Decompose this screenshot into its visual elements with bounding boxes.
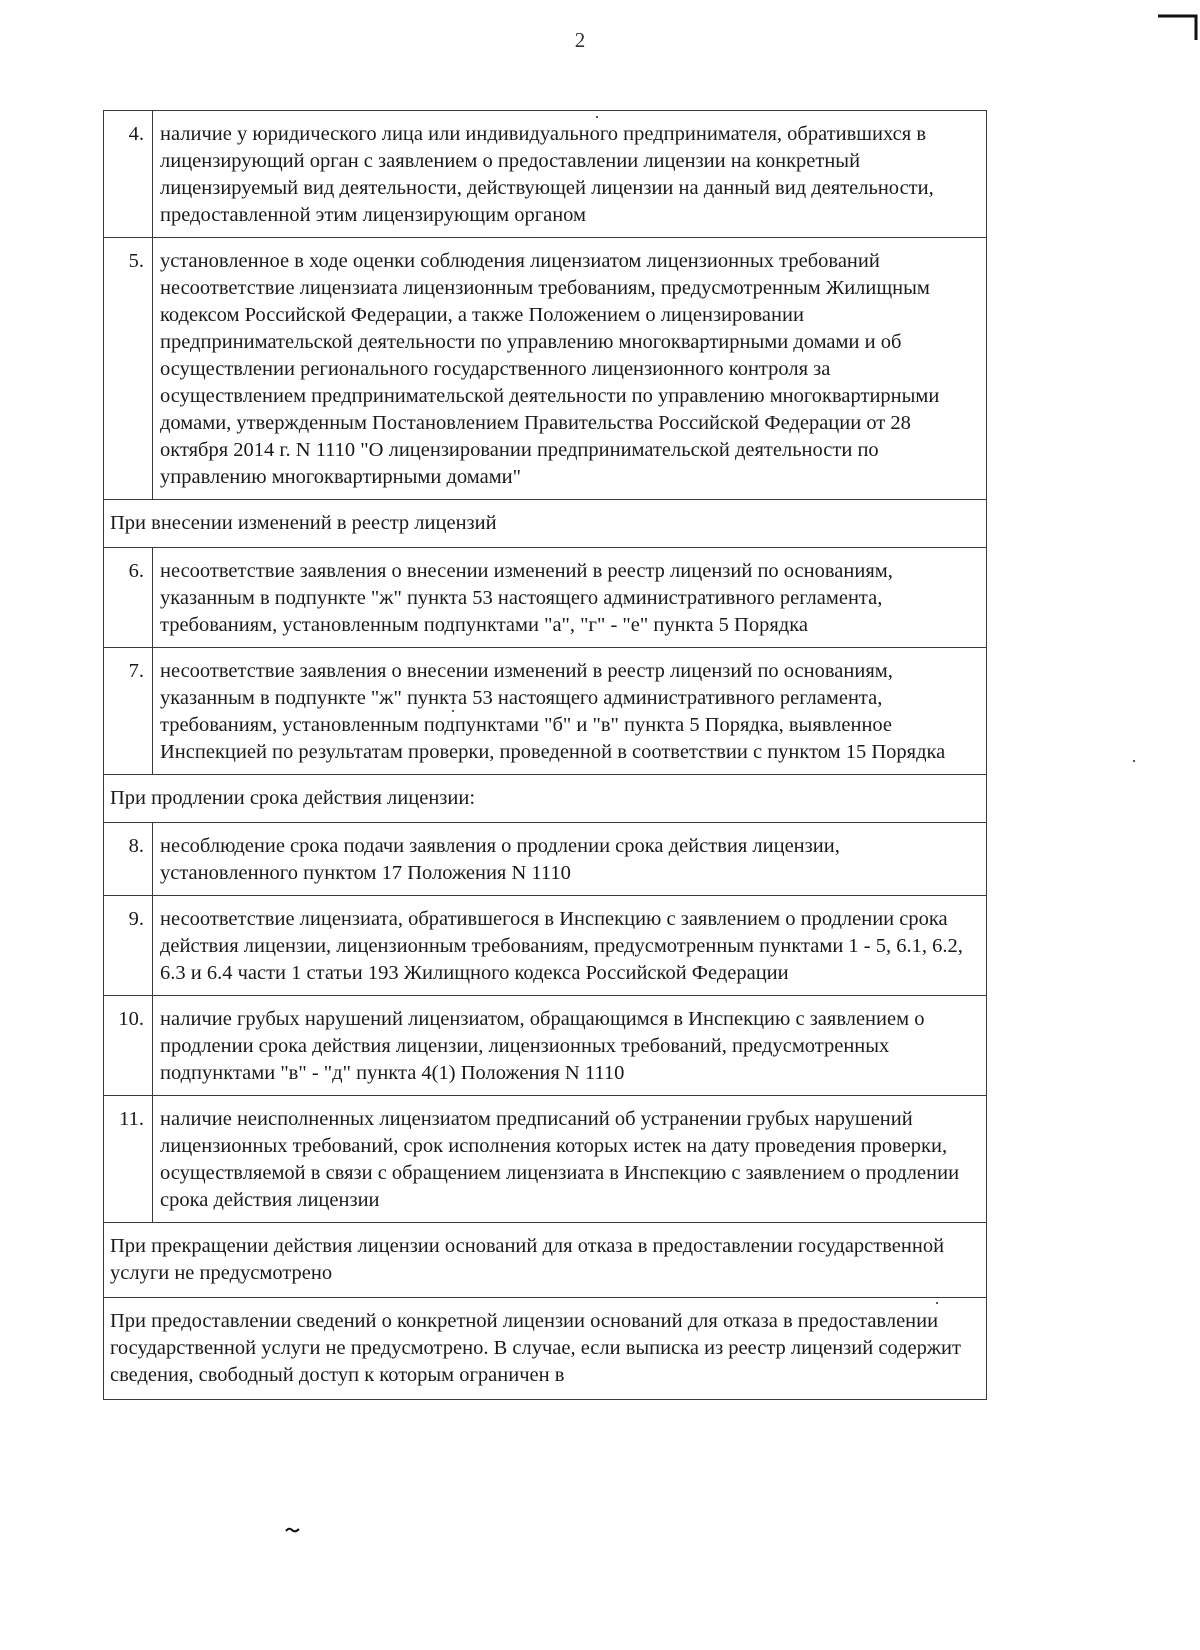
scan-speck xyxy=(596,116,598,118)
section-header-text: При внесении изменений в реестр лицензий xyxy=(104,500,987,548)
table-row xyxy=(104,111,987,238)
scan-speck xyxy=(1133,760,1135,762)
table-row xyxy=(104,996,987,1096)
scan-speck xyxy=(452,710,454,712)
table-row xyxy=(104,896,987,996)
table-row xyxy=(104,238,987,500)
section-header-row xyxy=(104,1298,987,1400)
section-header-row xyxy=(104,500,987,548)
section-header-row xyxy=(104,775,987,823)
item-text: установленное в ходе оценки соблюдения лицензиатом лицензионных требований несоответствие лицензиата лицензионным требованиям, предусмотренным Жилищным кодексом Российской Федерации, а также Положением о лицензировании предпринимательской деятельности по управлению многоквартирными домами и об осуществлении регионального государственного лицензионного контроля за осуществлением предпринимательской деятельности по управлению многоквартирными домами, утвержденным Постановлением Правительства Российской Федерации от 28 октября 2014 г. N 1110 "О лицензировании предпринимательской деятельности по управлению многоквартирными домами" xyxy=(153,238,987,500)
section-header-text: При прекращении действия лицензии оснований для отказа в предоставлении государственной услуги не предусмотрено xyxy=(104,1223,987,1298)
item-text: наличие неисполненных лицензиатом предписаний об устранении грубых нарушений лицензионных требований, срок исполнения которых истек на дату проведения проверки, осуществляемой в связи с обращением лицензиата в Инспекцию с заявлением о продлении срока действия лицензии xyxy=(153,1096,987,1223)
item-number: 7. xyxy=(104,648,153,775)
item-text: наличие грубых нарушений лицензиатом, обращающимся в Инспекцию с заявлением о продлении срока действия лицензии, лицензионных требований, предусмотренных подпунктами "в" - "д" пункта 4(1) Положения N 1110 xyxy=(153,996,987,1096)
item-number: 9. xyxy=(104,896,153,996)
section-header-text: При предоставлении сведений о конкретной лицензии оснований для отказа в предоставлении государственной услуги не предусмотрено. В случае, если выписка из реестр лицензий содержит сведения, свободный доступ к которым ограничен в xyxy=(104,1298,987,1400)
item-text: несоответствие лицензиата, обратившегося в Инспекцию с заявлением о продлении срока действия лицензии, лицензионным требованиям, предусмотренным пунктами 1 - 5, 6.1, 6.2, 6.3 и 6.4 части 1 статьи 193 Жилищного кодекса Российской Федерации xyxy=(153,896,987,996)
corner-fold-mark xyxy=(1158,14,1200,40)
item-text: несоответствие заявления о внесении изменений в реестр лицензий по основаниям, указанным в подпункте "ж" пункта 53 настоящего административного регламента, требованиям, установленным подпунктами "б" и "в" пункта 5 Порядка, выявленное Инспекцией по результатам проверки, проведенной в соответствии с пунктом 15 Порядка xyxy=(153,648,987,775)
refusal-grounds-table xyxy=(103,110,987,1400)
item-number: 8. xyxy=(104,823,153,896)
table-row xyxy=(104,823,987,896)
item-text: наличие у юридического лица или индивидуального предпринимателя, обратившихся в лицензирующий орган с заявлением о предоставлении лицензии на конкретный лицензируемый вид деятельности, действующей лицензии на данный вид деятельности, предоставленной этим лицензирующим органом xyxy=(153,111,987,238)
scan-speck xyxy=(936,1302,938,1304)
item-text: несоблюдение срока подачи заявления о продлении срока действия лицензии, установленного пунктом 17 Положения N 1110 xyxy=(153,823,987,896)
item-text: несоответствие заявления о внесении изменений в реестр лицензий по основаниям, указанным в подпункте "ж" пункта 53 настоящего административного регламента, требованиям, установленным подпунктами "а", "г" - "е" пункта 5 Порядка xyxy=(153,548,987,648)
table-body xyxy=(104,111,987,1400)
table-row xyxy=(104,548,987,648)
page-number: 2 xyxy=(574,28,586,52)
section-header-row xyxy=(104,1223,987,1298)
scan-squiggle-mark xyxy=(285,1526,301,1534)
item-number: 4. xyxy=(104,111,153,238)
table-row xyxy=(104,648,987,775)
item-number: 10. xyxy=(104,996,153,1096)
item-number: 11. xyxy=(104,1096,153,1223)
item-number: 6. xyxy=(104,548,153,648)
section-header-text: При продлении срока действия лицензии: xyxy=(104,775,987,823)
table-row xyxy=(104,1096,987,1223)
item-number: 5. xyxy=(104,238,153,500)
